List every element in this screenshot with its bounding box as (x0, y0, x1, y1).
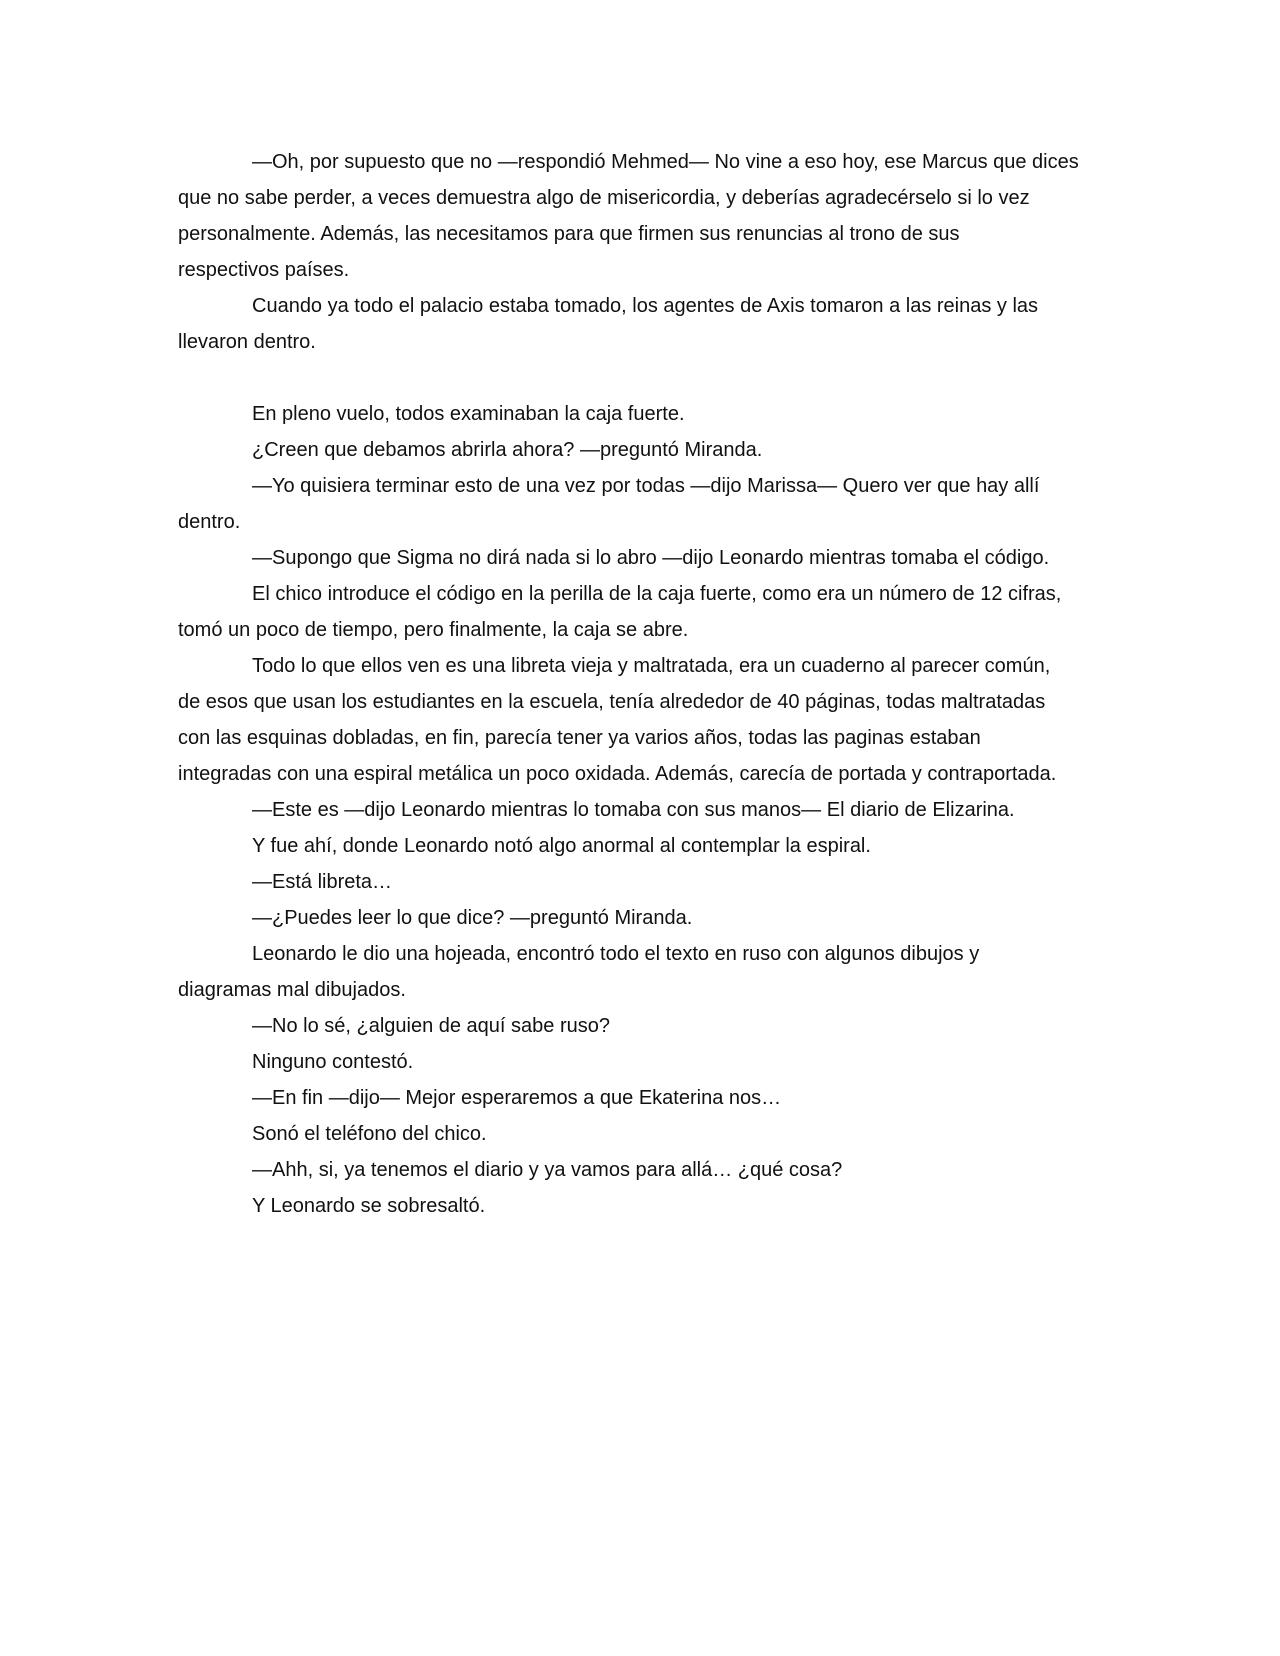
text-line: Sonó el teléfono del chico. (252, 1123, 487, 1145)
text-line: Cuando ya todo el palacio estaba tomado, los agentes de Axis tomaron a las reinas y las (252, 295, 1039, 317)
text-line: llevaron dentro. (178, 331, 316, 353)
paragraph (178, 864, 1108, 900)
paragraph (178, 648, 1108, 792)
paragraph (178, 1080, 1108, 1116)
paragraph (178, 900, 1108, 936)
paragraph (178, 396, 1108, 432)
text-line: tomó un poco de tiempo, pero finalmente, la caja se abre. (178, 619, 689, 641)
text-line: En pleno vuelo, todos examinaban la caja fuerte. (252, 403, 685, 425)
paragraph (178, 1008, 1108, 1044)
paragraph (178, 936, 1108, 1008)
text-line: dentro. (178, 511, 241, 533)
text-line: que no sabe perder, a veces demuestra algo de misericordia, y deberías agradecérselo si lo vez (178, 187, 1030, 209)
text-line: —No lo sé, ¿alguien de aquí sabe ruso? (252, 1015, 610, 1037)
text-line: integradas con una espiral metálica un poco oxidada. Además, carecía de portada y contraportada. (178, 763, 1057, 785)
text-line: —Oh, por supuesto que no —respondió Mehmed— No vine a eso hoy, ese Marcus que dices (252, 151, 1079, 173)
text-line: personalmente. Además, las necesitamos para que firmen sus renuncias al trono de sus (178, 223, 960, 245)
text-line: Y Leonardo se sobresaltó. (252, 1195, 486, 1217)
paragraph (178, 288, 1108, 360)
text-line: con las esquinas dobladas, en fin, parecía tener ya varios años, todas las paginas estaban (178, 727, 981, 749)
paragraph (178, 1116, 1108, 1152)
paragraph (178, 1188, 1108, 1224)
text-line: Leonardo le dio una hojeada, encontró todo el texto en ruso con algunos dibujos y (252, 943, 980, 965)
paragraph (178, 792, 1108, 828)
text-line: Ninguno contestó. (252, 1051, 414, 1073)
paragraph (178, 468, 1108, 540)
text-line: —Yo quisiera terminar esto de una vez por todas —dijo Marissa— Quero ver que hay allí (252, 475, 1040, 497)
paragraph (178, 1044, 1108, 1080)
text-line: El chico introduce el código en la perilla de la caja fuerte, como era un número de 12 cifras, (252, 583, 1062, 605)
paragraph (178, 432, 1108, 468)
document-body (178, 144, 1108, 1224)
text-line: diagramas mal dibujados. (178, 979, 406, 1001)
paragraph (178, 828, 1108, 864)
section-break (178, 360, 1108, 396)
text-line: —Ahh, si, ya tenemos el diario y ya vamos para allá… ¿qué cosa? (252, 1159, 843, 1181)
paragraph (178, 540, 1108, 576)
text-line: —Supongo que Sigma no dirá nada si lo abro —dijo Leonardo mientras tomaba el código. (252, 547, 1050, 569)
text-line: Y fue ahí, donde Leonardo notó algo anormal al contemplar la espiral. (252, 835, 871, 857)
text-line: Todo lo que ellos ven es una libreta vieja y maltratada, era un cuaderno al parecer común, (252, 655, 1051, 677)
paragraph (178, 576, 1108, 648)
text-line: —En fin —dijo— Mejor esperaremos a que Ekaterina nos… (252, 1087, 782, 1109)
paragraph (178, 144, 1108, 288)
text-line: de esos que usan los estudiantes en la escuela, tenía alrededor de 40 páginas, todas maltratadas (178, 691, 1046, 713)
text-line: ¿Creen que debamos abrirla ahora? —preguntó Miranda. (252, 439, 763, 461)
text-line: —¿Puedes leer lo que dice? —preguntó Miranda. (252, 907, 693, 929)
text-line: —Está libreta… (252, 871, 393, 893)
text-line: respectivos países. (178, 259, 350, 281)
paragraph (178, 1152, 1108, 1188)
text-line: —Este es —dijo Leonardo mientras lo tomaba con sus manos— El diario de Elizarina. (252, 799, 1015, 821)
